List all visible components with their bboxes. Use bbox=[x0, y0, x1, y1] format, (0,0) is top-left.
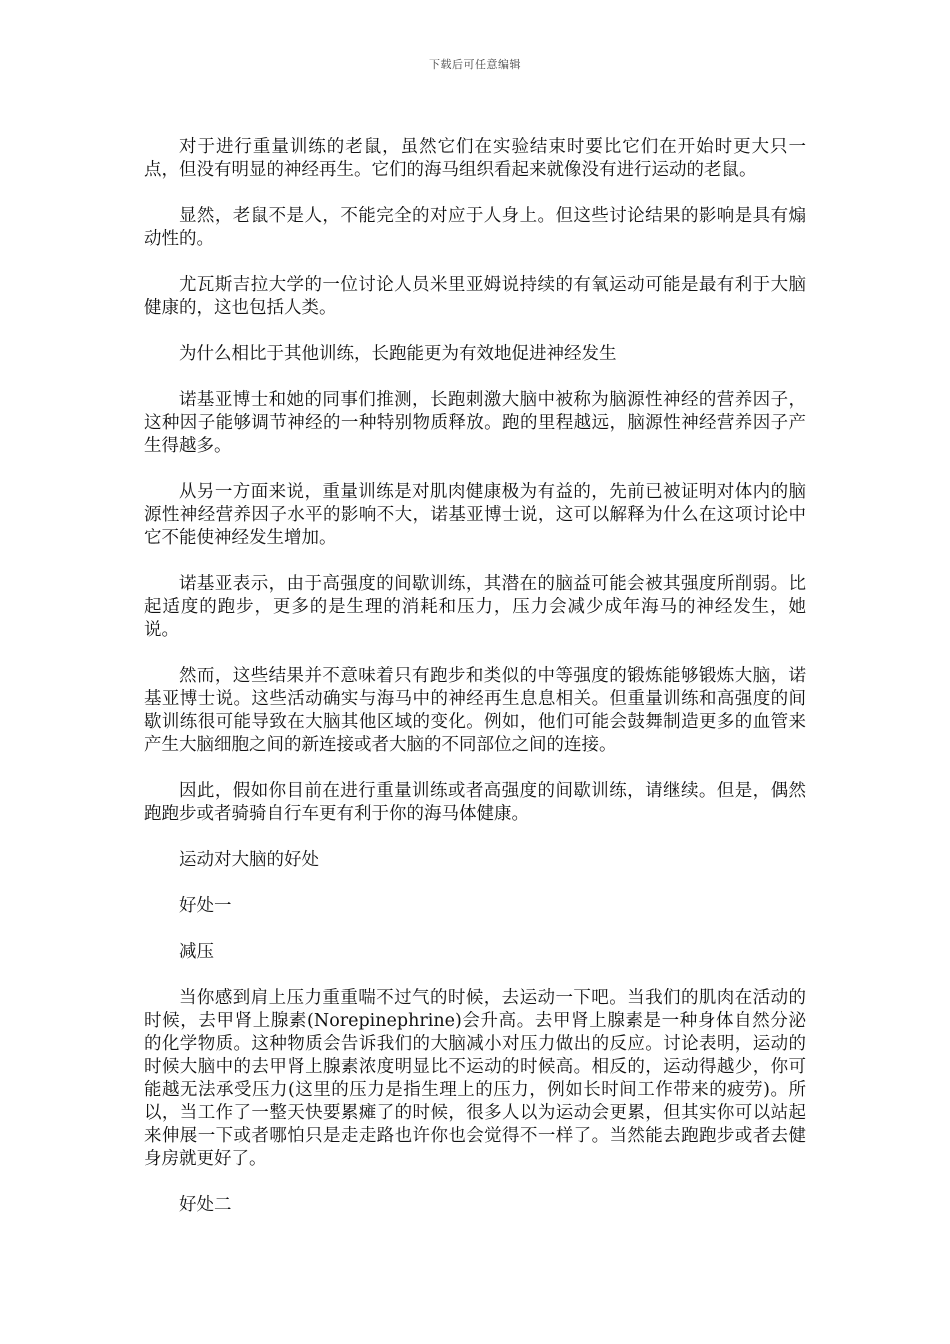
paragraph: 尤瓦斯吉拉大学的一位讨论人员米里亚姆说持续的有氧运动可能是最有利于大脑健康的，这也包括人类。 bbox=[144, 275, 806, 318]
paragraph: 诺基亚表示，由于高强度的间歇训练，其潜在的脑益可能会被其强度所削弱。比起适度的跑步，更多的是生理的消耗和压力，压力会减少成年海马的神经发生，她说。 bbox=[144, 574, 806, 640]
section-heading: 为什么相比于其他训练，长跑能更为有效地促进神经发生 bbox=[179, 344, 617, 364]
section-heading: 运动对大脑的好处 bbox=[179, 850, 319, 870]
document-body bbox=[144, 136, 806, 1240]
paragraph: 当你感到肩上压力重重喘不过气的时候，去运动一下吧。当我们的肌肉在活动的时候，去甲肾上腺素(Norepinephrine)会升高。去甲肾上腺素是一种身体自然分泌的化学物质。这种物质会告诉我们的大脑减小对压力做出的反应。讨论表明，运动的时候大脑中的去甲肾上腺素浓度明显比不运动的时候高。相反的，运动得越少，你可能越无法承受压力(这里的压力是指生理上的压力，例如长时间工作带来的疲劳)。所以，当工作了一整天快要累瘫了的时候，很多人以为运动会更累，但其实你可以站起来伸展一下或者哪怕只是走走路也许你也会觉得不一样了。当然能去跑跑步或者去健身房就更好了。 bbox=[144, 988, 806, 1169]
header-note: 下载后可任意编辑 bbox=[429, 58, 521, 71]
section-heading: 减压 bbox=[179, 942, 214, 962]
paragraph: 诺基亚博士和她的同事们推测，长跑刺激大脑中被称为脑源性神经的营养因子，这种因子能够调节神经的一种特别物质释放。跑的里程越远，脑源性神经营养因子产生得越多。 bbox=[144, 390, 806, 456]
paragraph: 对于进行重量训练的老鼠，虽然它们在实验结束时要比它们在开始时更大只一点，但没有明显的神经再生。它们的海马组织看起来就像没有进行运动的老鼠。 bbox=[144, 137, 806, 180]
paragraph: 然而，这些结果并不意味着只有跑步和类似的中等强度的锻炼能够锻炼大脑，诺基亚博士说。这些活动确实与海马中的神经再生息息相关。但重量训练和高强度的间歇训练很可能导致在大脑其他区域的变化。例如，他们可能会鼓舞制造更多的血管来产生大脑细胞之间的新连接或者大脑的不同部位之间的连接。 bbox=[144, 666, 806, 755]
paragraph: 因此，假如你目前在进行重量训练或者高强度的间歇训练，请继续。但是，偶然跑跑步或者骑骑自行车更有利于你的海马体健康。 bbox=[144, 781, 806, 824]
paragraph: 从另一方面来说，重量训练是对肌肉健康极为有益的，先前已被证明对体内的脑源性神经营养因子水平的影响不大，诺基亚博士说，这可以解释为什么在这项讨论中它不能使神经发生增加。 bbox=[144, 482, 806, 548]
section-heading: 好处一 bbox=[179, 896, 232, 916]
paragraph: 显然，老鼠不是人，不能完全的对应于人身上。但这些讨论结果的影响是具有煽动性的。 bbox=[144, 206, 806, 249]
section-heading: 好处二 bbox=[179, 1195, 232, 1215]
